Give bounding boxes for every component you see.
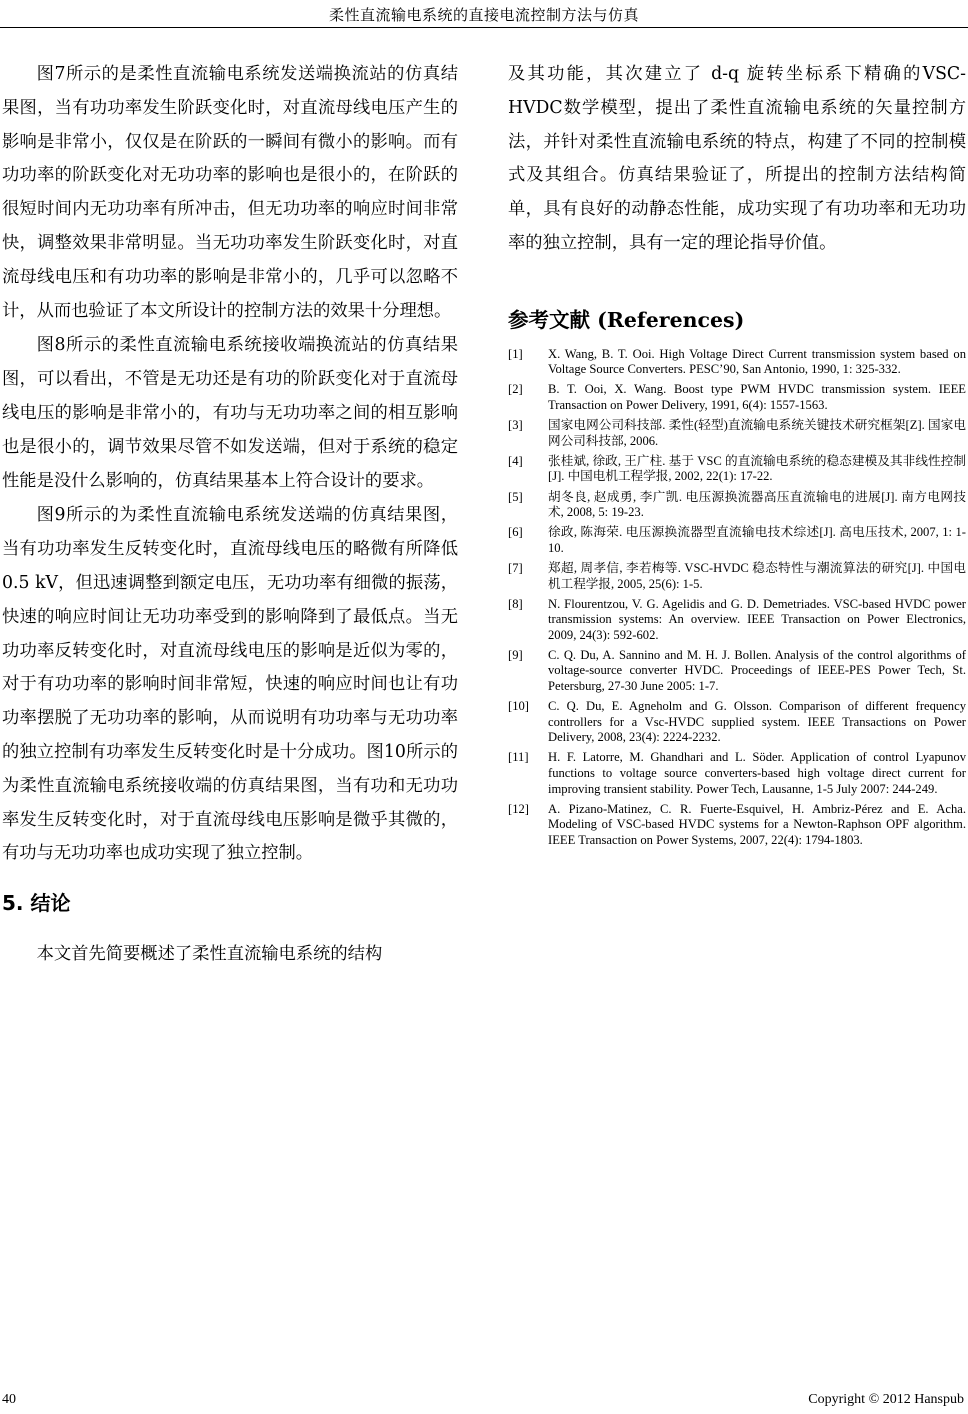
body-paragraph: 图7所示的是柔性直流输电系统发送端换流站的仿真结果图，当有功功率发生阶跃变化时，对直流母线电压产生的影响是非常小，仅仅是在阶跃的一瞬间有微小的影响。而有功功率的阶跃变化对无功功率的影响也是很小的，在阶跃的很短时间内无功功率有所冲击，但无功功率的响应时间非常快，调整效果非常明显。当无功功率发生阶跃变化时，对直流母线电压和有功功率的影响是非常小的，几乎可以忽略不计，从而也验证了本文所设计的控制方法的效果十分理想。 <box>2 64 458 321</box>
reference-item <box>508 454 966 485</box>
running-title: 柔性直流输电系统的直接电流控制方法与仿真 <box>328 6 639 24</box>
reference-list <box>508 347 966 849</box>
reference-item <box>508 418 966 449</box>
page-number: 40 <box>2 1392 16 1407</box>
reference-number: [12] <box>508 801 529 816</box>
reference-number: [7] <box>508 560 523 575</box>
section-heading-conclusion: 5. 结论 <box>2 891 71 916</box>
reference-item <box>508 648 966 695</box>
copyright-notice: Copyright © 2012 Hanspub <box>808 1392 964 1407</box>
left-column <box>2 58 458 973</box>
reference-number: [1] <box>508 346 523 361</box>
reference-item <box>508 525 966 556</box>
reference-text: B. T. Ooi, X. Wang. Boost type PWM HVDC transmission system. IEEE Transaction on Power Delivery, 1991, 6(4): 1557-1563. <box>548 382 966 413</box>
reference-text: 张桂斌, 徐政, 王广柱. 基于 VSC 的直流输电系统的稳态建模及其非线性控制[J]. 中国电机工程学报, 2002, 22(1): 17-22. <box>548 453 966 484</box>
reference-item <box>508 802 966 849</box>
reference-number: [6] <box>508 525 523 540</box>
reference-text: 徐政, 陈海荣. 电压源换流器型直流输电技术综述[J]. 高电压技术, 2007, 1: 1-10. <box>548 525 966 555</box>
conclusion-paragraph-continued: 及其功能，其次建立了 d-q 旋转坐标系下精确的VSC-HVDC数学模型，提出了柔性直流输电系统的矢量控制方法，并针对柔性直流输电系统的特点，构建了不同的控制模式及其组合。仿真结果验证了，所提出的控制方法结构简单，具有良好的动静态性能，成功实现了有功功率和无功功率的独立控制，具有一定的理论指导价值。 <box>508 64 966 253</box>
reference-number: [10] <box>508 699 529 714</box>
reference-item <box>508 597 966 644</box>
reference-item <box>508 699 966 746</box>
reference-text: 胡冬良, 赵成勇, 李广凯. 电压源换流器高压直流输电的进展[J]. 南方电网技术, 2008, 5: 19-23. <box>548 489 966 520</box>
body-paragraph: 图9所示的为柔性直流输电系统发送端的仿真结果图，当有功功率发生反转变化时，直流母线电压的略微有所降低0.5 kV，但迅速调整到额定电压，无功功率有细微的振荡，快速的响应时间让无功功率受到的影响降到了最低点。当无功功率反转变化时，对直流母线电压的影响是近似为零的，对于有功功率的影响时间非常短，快速的响应时间也让有功功率摆脱了无功功率的影响，从而说明有功功率与无功功率的独立控制有功率发生反转变化时是十分成功。图10所示的为柔性直流输电系统接收端的仿真结果图，当有功和无功功率发生反转变化时，对于直流母线电压影响是微乎其微的，有功与无功功率也成功实现了独立控制。 <box>2 505 458 864</box>
reference-item <box>508 561 966 592</box>
reference-text: 国家电网公司科技部. 柔性(轻型)直流输电系统关键技术研究框架[Z]. 国家电网公司科技部, 2006. <box>548 418 966 448</box>
conclusion-paragraph: 本文首先简要概述了柔性直流输电系统的结构 <box>36 944 383 965</box>
reference-number: [3] <box>508 418 523 433</box>
reference-text: C. Q. Du, A. Sannino and M. H. J. Bollen. Analysis of the control algorithms of voltage-source converter HVDC. Proceedings of IEEE-PES Power Tech, St. Petersburg, 27-30 June 2005: 1-7. <box>548 647 966 694</box>
right-column <box>508 58 966 853</box>
reference-text: A. Pizano-Matinez, C. R. Fuerte-Esquivel, H. Ambriz-Pérez and E. Acha. Modeling of VSC-based HVDC systems for a Newton-Raphson OPF algorithm. IEEE Transaction on Power Systems, 2007, 22(4): 1794-1803. <box>548 801 966 847</box>
reference-number: [4] <box>508 453 523 468</box>
reference-number: [2] <box>508 382 523 397</box>
reference-number: [9] <box>508 647 523 662</box>
reference-number: [11] <box>508 750 529 765</box>
reference-item <box>508 490 966 521</box>
references-heading <box>508 303 966 333</box>
reference-number: [5] <box>508 489 523 504</box>
reference-item <box>508 750 966 797</box>
reference-text: 郑超, 周孝信, 李若梅等. VSC-HVDC 稳态特性与潮流算法的研究[J]. 中国电机工程学报, 2005, 25(6): 1-5. <box>548 560 966 591</box>
references-heading-zh: 参考文献 <box>508 307 590 332</box>
reference-text: N. Flourentzou, V. G. Agelidis and G. D. Demetriades. VSC-based HVDC power transmission systems: An overview. IEEE Transaction on Power Electronics, 2009, 24(3): 592-602. <box>548 596 966 642</box>
reference-text: H. F. Latorre, M. Ghandhari and L. Söder. Application of control Lyapunov functions to voltage source converters-based high voltage direct current for improving transient stability. Power Tech, Lausanne, 1-5 July 2007: 244-249. <box>548 750 966 796</box>
reference-text: X. Wang, B. T. Ooi. High Voltage Direct Current transmission system based on Voltage Source Converters. PESC’90, San Antonio, 1990, 1: 325-332. <box>548 346 966 377</box>
reference-item <box>508 347 966 378</box>
reference-item <box>508 382 966 413</box>
reference-text: C. Q. Du, E. Agneholm and G. Olsson. Comparison of different frequency controllers for a Vsc-HVDC supplied system. IEEE Transactions on Power Delivery, 2008, 23(4): 2224-2232. <box>548 699 966 745</box>
body-paragraph: 图8所示的柔性直流输电系统接收端换流站的仿真结果图，可以看出，不管是无功还是有功的阶跃变化对于直流母线电压的影响是非常小的，有功与无功功率之间的相互影响也是很小的，调节效果尽管不如发送端，但对于系统的稳定性能是没什么影响的，仿真结果基本上符合设计的要求。 <box>2 335 458 491</box>
header-rule <box>0 27 968 28</box>
references-heading-en: (References) <box>597 307 745 332</box>
reference-number: [8] <box>508 596 523 611</box>
